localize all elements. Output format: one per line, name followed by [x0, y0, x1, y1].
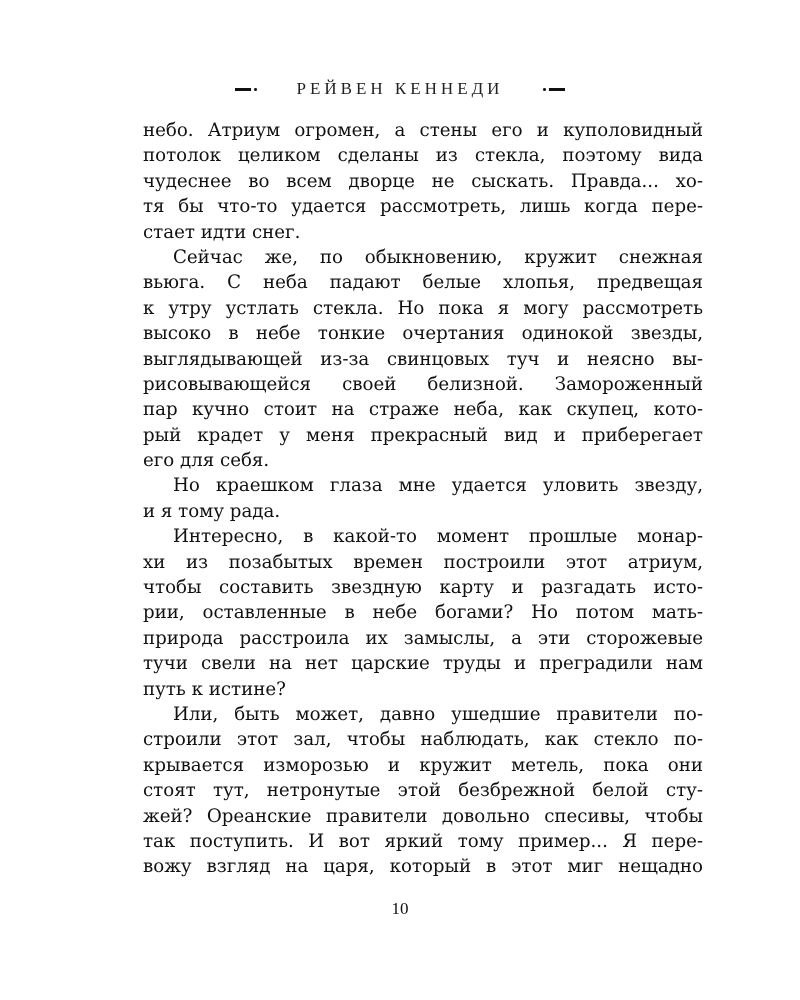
- text-line: рисовывающейся своей белизной. Замороженный: [143, 373, 703, 395]
- text-line: к утру устлать стекла. Но пока я могу рассмотреть: [143, 297, 703, 319]
- text-line: природа расстроила их замыслы, а эти сторожевые: [143, 627, 703, 649]
- running-title: РЕЙВЕН КЕННЕДИ: [296, 79, 504, 98]
- text-line: рии, оставленные в небе богами? Но потом мать-: [143, 602, 703, 624]
- text-line: тя бы что-то удается рассмотреть, лишь когда пере-: [143, 196, 703, 218]
- text-line: Интересно, в какой-то момент прошлые монар-: [173, 526, 703, 548]
- text-line: чтобы составить звездную карту и разгадать исто-: [143, 577, 703, 599]
- text-line: тучи свели на нет царские труды и преградили нам: [143, 653, 703, 675]
- text-line: Сейчас же, по обыкновению, кружит снежная: [173, 246, 703, 268]
- text-line: Или, быть может, давно ушедшие правители по-: [173, 703, 703, 725]
- body-text: [143, 118, 703, 880]
- text-line: потолок целиком сделаны из стекла, поэтому вида: [143, 145, 703, 167]
- left-ornament-icon: [235, 88, 257, 91]
- text-line: жей? Ореанские правители довольно спесивы, чтобы: [143, 805, 703, 827]
- text-line: путь к истине?: [143, 678, 286, 700]
- text-line: рый крадет у меня прекрасный вид и приберегает: [143, 424, 703, 446]
- text-line: чудеснее во всем дворце не сыскать. Правда... хо-: [143, 170, 703, 192]
- text-line: стоят тут, нетронутые этой безбрежной белой сту-: [143, 780, 703, 802]
- text-line: крывается изморозью и кружит метель, пока они: [143, 754, 703, 776]
- text-line: небо. Атриум огромен, а стены его и куполовидный: [143, 120, 703, 141]
- text-line: Но краешком глаза мне удается уловить звезду,: [173, 475, 703, 497]
- text-line: хи из позабытых времен построили этот атриум,: [143, 551, 703, 573]
- text-line: пар кучно стоит на страже неба, как скупец, кото-: [143, 399, 703, 421]
- right-ornament-icon: [543, 88, 565, 91]
- text-line: вожу взгляд на царя, который в этот миг нещадно: [143, 856, 703, 878]
- text-line: строили этот зал, чтобы наблюдать, как стекло по-: [143, 729, 703, 751]
- text-line: высоко в небе тонкие очертания одинокой звезды,: [143, 323, 703, 345]
- text-line: вьюга. С неба падают белые хлопья, предвещая: [143, 272, 703, 294]
- running-head: [0, 76, 800, 102]
- text-line: его для себя.: [143, 450, 270, 472]
- text-line: стает идти снег.: [143, 221, 301, 243]
- page-number: 10: [391, 899, 409, 918]
- text-line: так поступить. И вот яркий тому пример... Я пере-: [143, 830, 703, 852]
- text-line: и я тому рада.: [143, 500, 281, 522]
- text-line: выглядывающей из-за свинцовых туч и неясно вы-: [143, 348, 703, 370]
